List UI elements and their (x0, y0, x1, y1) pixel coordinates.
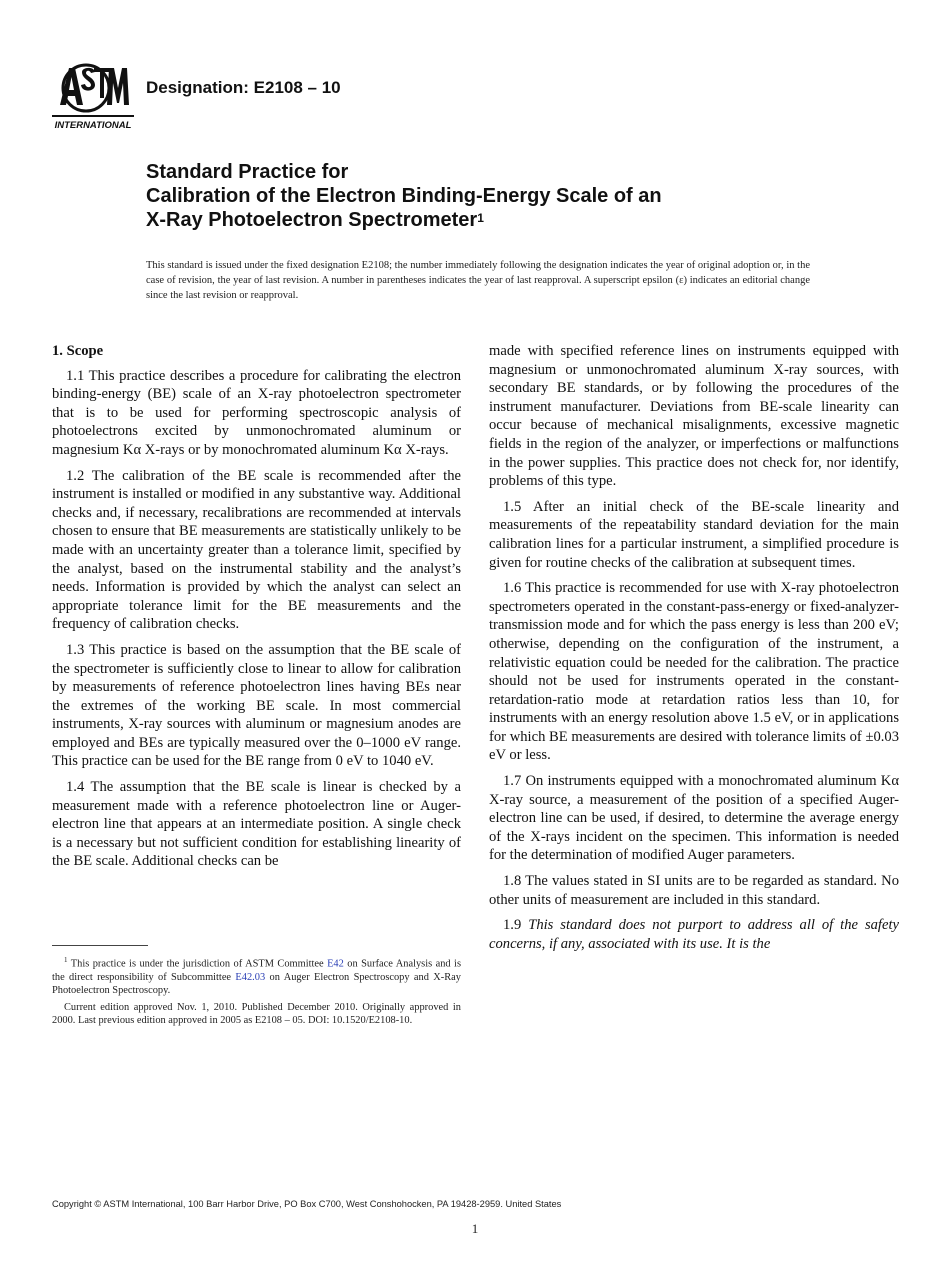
title-line-1: Standard Practice for (146, 161, 349, 183)
title-line-3-text: X-Ray Photoelectron Spectrometer (146, 209, 478, 231)
title-footnote-mark: 1 (477, 211, 484, 225)
footnote-1 (52, 954, 461, 998)
footnote-1-mark: 1 (64, 956, 68, 964)
paragraph-1-2: 1.2 The calibration of the BE scale is recommended after the instrument is installed or modified in any substantive way. Additional checks and, if necessary, recalibrations are recommended at intervals chosen to ensure that BE measurements are statistically unlikely to be made with an uncertainty greater than a tolerance limit, specified by the analyst, based on the instrumental stability and the analyst’s needs. Information is provided by which the analyst can select an appropriate tolerance limit for the BE measurements and the frequency of calibration checks. (52, 467, 461, 633)
copyright-notice: Copyright © ASTM International, 100 Barr Harbor Drive, PO Box C700, West Conshohocken, PA 19428-2959. United States (52, 1199, 562, 1209)
footnote-1-text-b: on Surface Analysis and is the direct responsibility of Subcommittee (52, 958, 461, 983)
paragraph-1-6: 1.6 This practice is recommended for use with X-ray photoelectron spectrometers operated in the constant-pass-energy or fixed-analyzer-transmission mode and for which the pass energy is less than 200 eV; otherwise, depending on the configuration of the instrument, a relativistic equation could be needed for the calibration. The practice should not be used for instruments operated in the constant-retardation-ratio mode at retardation ratios less than 10, for instruments with an energy resolution above 1.5 eV, or in applications for which BE measurements are desired with tolerance limits of ±0.03 eV or less. (489, 580, 899, 764)
footnote-1-text-a: This practice is under the jurisdiction of ASTM Committee (70, 958, 328, 970)
paragraph-1-3: 1.3 This practice is based on the assumption that the BE scale of the spectrometer is sufficiently close to linear to allow for calibration by measurements of reference photoelectron lines having BEs near the extremes of the working BE scale. In most commercial instruments, X-ray sources with aluminum or magnesium anodes are employed and BEs are typically measured over the 0–1000 eV range. This practice can be used for the BE range from 0 eV to 1040 eV. (52, 641, 461, 770)
footnote-1-text-c: on Auger Electron Spectroscopy and X-Ray Photoelectron Spectroscopy. (52, 971, 461, 997)
subcommittee-e42-03-link[interactable]: E42.03 (235, 971, 266, 983)
paragraph-1-9-text: This standard does not purport to address all of the safety concerns, if any, associated with its use. It is the (489, 917, 899, 952)
document-title (146, 160, 866, 232)
footnotes (52, 954, 461, 1031)
standard-notice: This standard is issued under the fixed designation E2108; the number immediately following the designation indicates the year of original adoption or, in the case of revision, the year of last revision. A number in parentheses indicates the year of last reapproval. A superscript epsilon (ε) indicates an editorial change since the last revision or reapproval. (146, 260, 810, 301)
title-line-2: Calibration of the Electron Binding-Energy Scale of an (146, 185, 662, 207)
footnote-2: Current edition approved Nov. 1, 2010. Published December 2010. Originally approved in 2000. Last previous edition approved in 2005 as E2108 – 05. DOI: 10.1520/E2108-10. (52, 1001, 461, 1027)
paragraph-1-7: 1.7 On instruments equipped with a monochromated aluminum Kα X-ray source, a measurement of the position of a specified Auger-electron line can be used, if desired, to determine the average energy of the X-rays incident on the specimen. This information is needed for the determination of modified Auger parameters. (489, 773, 899, 864)
paragraph-1-1: 1.1 This practice describes a procedure for calibrating the electron binding-energy (BE) scale of an X-ray photoelectron spectrometer that is to be used for performing spectroscopic analysis of photoelectrons excited by unmonochromated aluminum or magnesium Kα X-rays or by monochromated aluminum Kα X-rays. (52, 367, 461, 458)
page-number: 1 (471, 1221, 479, 1236)
right-column (489, 342, 899, 960)
paragraph-1-9 (489, 916, 899, 953)
astm-logo-icon (52, 58, 134, 132)
designation: Designation: E2108 – 10 (146, 78, 341, 97)
paragraph-1-5: 1.5 After an initial check of the BE-scale linearity and measurements of the repeatability standard deviation for the main calibration lines for a particular instrument, a simplified procedure is given for routine checks of the calibration at subsequent times. (489, 498, 899, 571)
left-column (52, 342, 461, 878)
logo-international-text: INTERNATIONAL (54, 120, 132, 131)
section-heading-scope: 1. Scope (52, 343, 104, 359)
paragraph-1-8: 1.8 The values stated in SI units are to be regarded as standard. No other units of measurement are included in this standard. (489, 873, 899, 908)
paragraph-1-4: 1.4 The assumption that the BE scale is linear is checked by a measurement made with a reference photoelectron line or Auger-electron line that appears at an intermediate position. A single check is a necessary but not sufficient condition for establishing linearity of the BE scale. Additional checks can be (52, 779, 461, 870)
footnote-divider (52, 945, 148, 946)
paragraph-1-9-number: 1.9 (503, 917, 522, 934)
title-line-3 (146, 208, 866, 232)
committee-e42-link[interactable]: E42 (327, 958, 344, 970)
paragraph-1-4-continued: made with specified reference lines on instruments equipped with magnesium or unmonochromated aluminum X-ray sources, with secondary BE standards, or by following the procedures of the instrument manufacturer. Deviations from BE-scale linearity can occur because of mechanical misalignments, excessive magnetic fields in the region of the analyzer, or imperfections or malfunctions in the power supplies. This practice does not check for, nor identify, problems of this type. (489, 343, 899, 490)
